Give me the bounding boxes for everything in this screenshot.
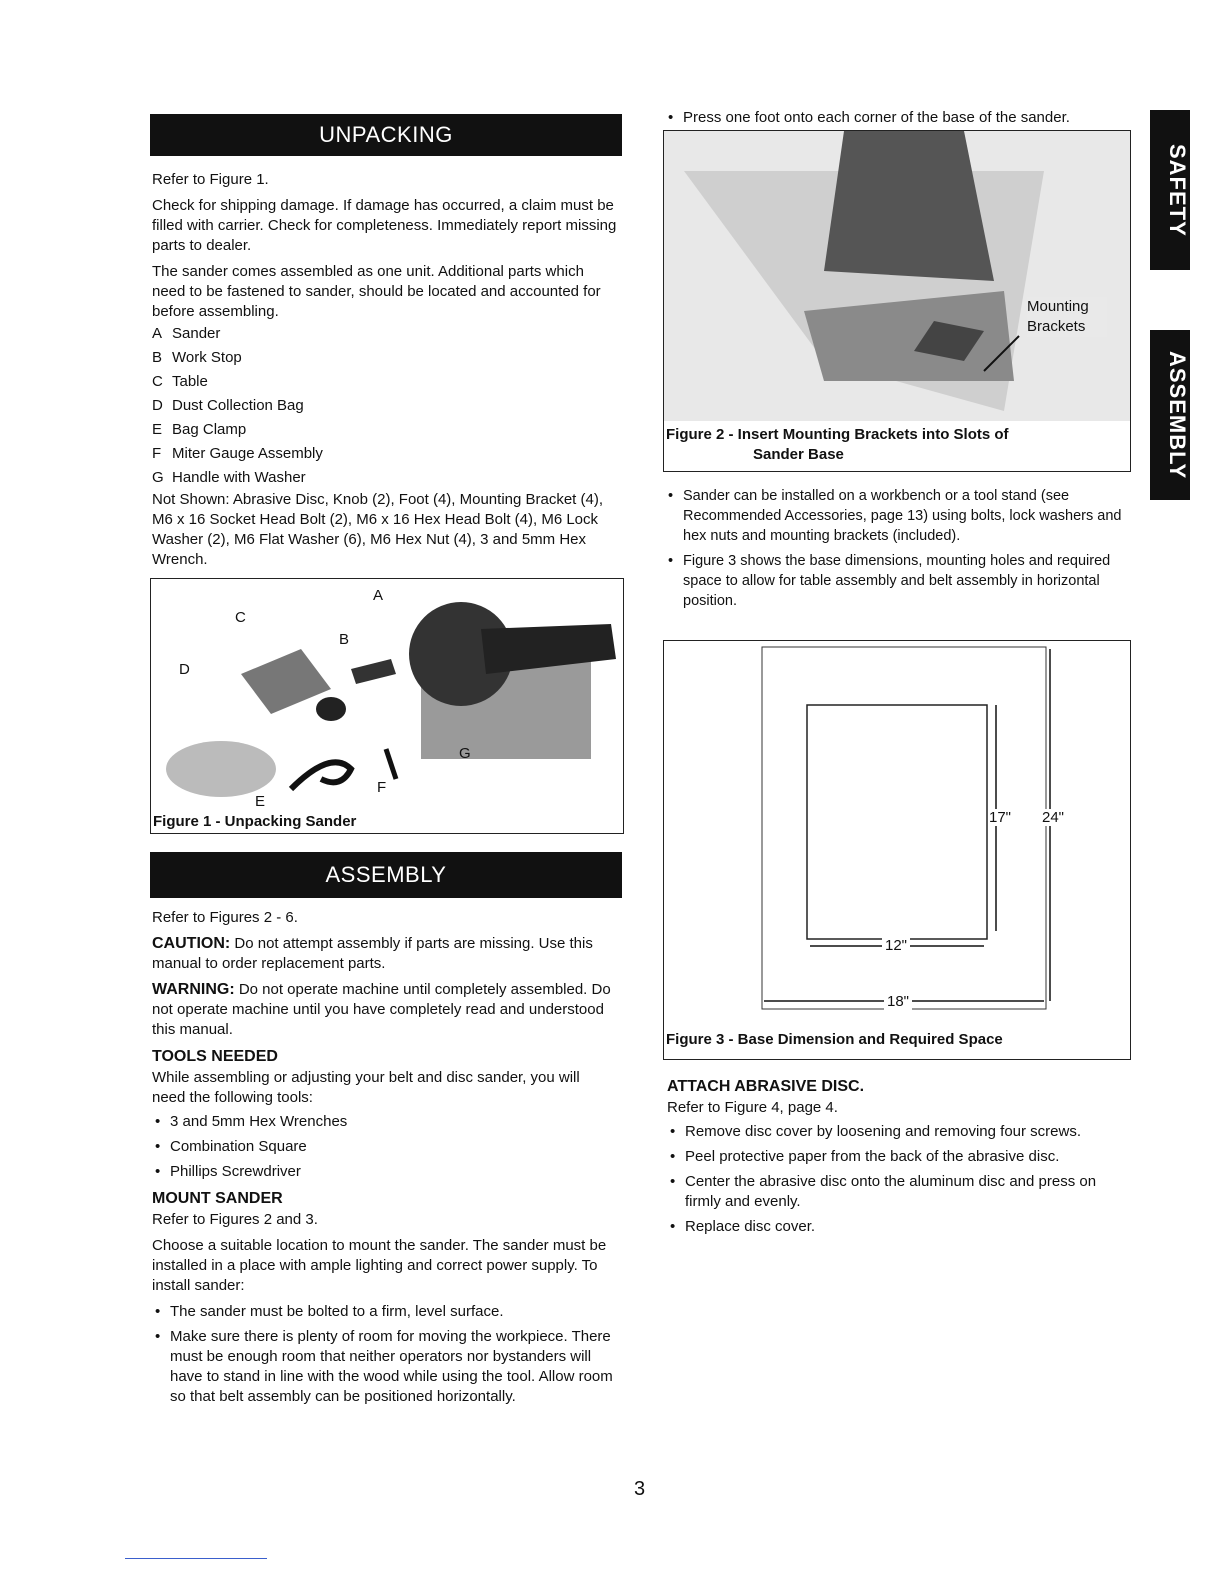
label-b: B (339, 631, 350, 648)
part-item (152, 346, 617, 370)
part-name: Bag Clamp (172, 421, 247, 438)
part-name: Table (172, 373, 208, 390)
figure-3-caption: Figure 3 - Base Dimension and Required Space (666, 1031, 1003, 1048)
tools-intro: While assembling or adjusting your belt and disc sander, you will need the following tools: (152, 1069, 580, 1106)
label-e: E (255, 793, 266, 810)
part-letter: E (152, 421, 163, 438)
caution-text: CAUTION: Do not attempt assembly if parts are missing. Use this manual to order replacement parts. (152, 935, 593, 972)
unpacking-ref: Refer to Figure 1. (152, 171, 269, 188)
part-name: Work Stop (172, 349, 242, 366)
label-g: G (459, 745, 471, 762)
attach-ref: Refer to Figure 4, page 4. (667, 1099, 838, 1116)
base-dimension-diagram (664, 641, 1130, 1031)
part-letter: A (152, 325, 163, 342)
bullet-figure3: • Figure 3 shows the base dimensions, mounting holes and required space to allow for table assembly and belt assembly in horizontal position. (665, 551, 1127, 611)
attach-item: • Remove disc cover by loosening and removing four screws. (667, 1122, 1129, 1142)
parts-list (152, 322, 617, 490)
dim-24: 24" (1042, 809, 1065, 826)
tool-item: • 3 and 5mm Hex Wrenches (152, 1112, 617, 1132)
part-item (152, 442, 617, 466)
part-name: Miter Gauge Assembly (172, 445, 323, 462)
part-item (152, 466, 617, 490)
page-number: 3 (634, 1478, 646, 1500)
footer-rule (125, 1558, 267, 1559)
part-item (152, 418, 617, 442)
bullet-install: • Sander can be installed on a workbench or a tool stand (see Recommended Accessories, page 13) using bolts, lock washers and hex nuts and mounting brackets (included). (665, 486, 1127, 546)
label-f: F (377, 779, 387, 796)
part-name: Handle with Washer (172, 469, 306, 486)
unpacking-banner: UNPACKING (150, 114, 622, 156)
figure-3 (663, 640, 1131, 1060)
part-letter: C (152, 373, 163, 390)
attach-heading: ATTACH ABRASIVE DISC. (667, 1078, 865, 1095)
warning-text: WARNING: Do not operate machine until completely assembled. Do not operate machine until you have completely read and understood this manual. (152, 981, 611, 1038)
label-a: A (373, 587, 384, 604)
mount-item: • The sander must be bolted to a firm, level surface. (152, 1302, 617, 1322)
part-name: Dust Collection Bag (172, 397, 304, 414)
part-item (152, 394, 617, 418)
mount-heading: MOUNT SANDER (152, 1190, 283, 1207)
tool-item: • Phillips Screwdriver (152, 1162, 617, 1182)
sander-parts-illustration (151, 579, 623, 804)
label-d: D (179, 661, 190, 678)
part-letter: G (152, 469, 164, 486)
assembly-ref: Refer to Figures 2 - 6. (152, 909, 298, 926)
figure-1-caption: Figure 1 - Unpacking Sander (153, 813, 357, 830)
mounting-brackets-label: Mounting Brackets (1027, 297, 1107, 337)
tab-safety: SAFETY (1150, 110, 1190, 270)
mount-item: • Make sure there is plenty of room for moving the workpiece. There must be enough room that neither operators nor bystanders will have to stand in line with the wood while using the tool. Allow room so that belt assembly can be positioned horizontally. (152, 1327, 617, 1407)
figure-2-caption: Figure 2 - Insert Mounting Brackets into Slots of Sander Base (666, 426, 1009, 463)
part-letter: D (152, 397, 163, 414)
figure-2 (663, 130, 1131, 472)
mounting-brackets-photo (664, 131, 1130, 421)
assembly-banner: ASSEMBLY (150, 852, 622, 898)
tool-item: • Combination Square (152, 1137, 617, 1157)
mount-ref: Refer to Figures 2 and 3. (152, 1211, 318, 1228)
dim-17: 17" (989, 809, 1012, 826)
part-letter: B (152, 349, 163, 366)
unpacking-p1: Check for shipping damage. If damage has occurred, a claim must be filled with carrier. Check for completeness. Immediately report missing parts to dealer. (152, 197, 617, 254)
tab-assembly: ASSEMBLY (1150, 330, 1190, 500)
attach-item: • Peel protective paper from the back of the abrasive disc. (667, 1147, 1129, 1167)
unpacking-p2: The sander comes assembled as one unit. Additional parts which need to be fastened to sander, should be located and accounted for before assembling. (152, 263, 601, 320)
mount-text: Choose a suitable location to mount the sander. The sander must be installed in a place with ample lighting and correct power supply. To install sander: (152, 1237, 607, 1294)
part-name: Sander (172, 325, 221, 342)
dim-12: 12" (882, 937, 910, 954)
tools-heading: TOOLS NEEDED (152, 1048, 278, 1065)
label-c: C (235, 609, 246, 626)
bullet-press-foot: • Press one foot onto each corner of the base of the sander. (665, 108, 1135, 128)
part-item (152, 322, 617, 346)
part-letter: F (152, 445, 162, 462)
attach-item: • Replace disc cover. (667, 1217, 1129, 1237)
part-item (152, 370, 617, 394)
not-shown-text: Not Shown: Abrasive Disc, Knob (2), Foot (4), Mounting Bracket (4), M6 x 16 Socket Head Bolt (2), M6 x 16 Hex Head Bolt (4), M6 Lock Washer (2), M6 Flat Washer (6), M6 Hex Nut (4), 3 and 5mm Hex Wrench. (152, 491, 604, 568)
attach-item: • Center the abrasive disc onto the aluminum disc and press on firmly and evenly. (667, 1172, 1129, 1212)
dim-18: 18" (884, 993, 912, 1010)
figure-1 (150, 578, 624, 834)
